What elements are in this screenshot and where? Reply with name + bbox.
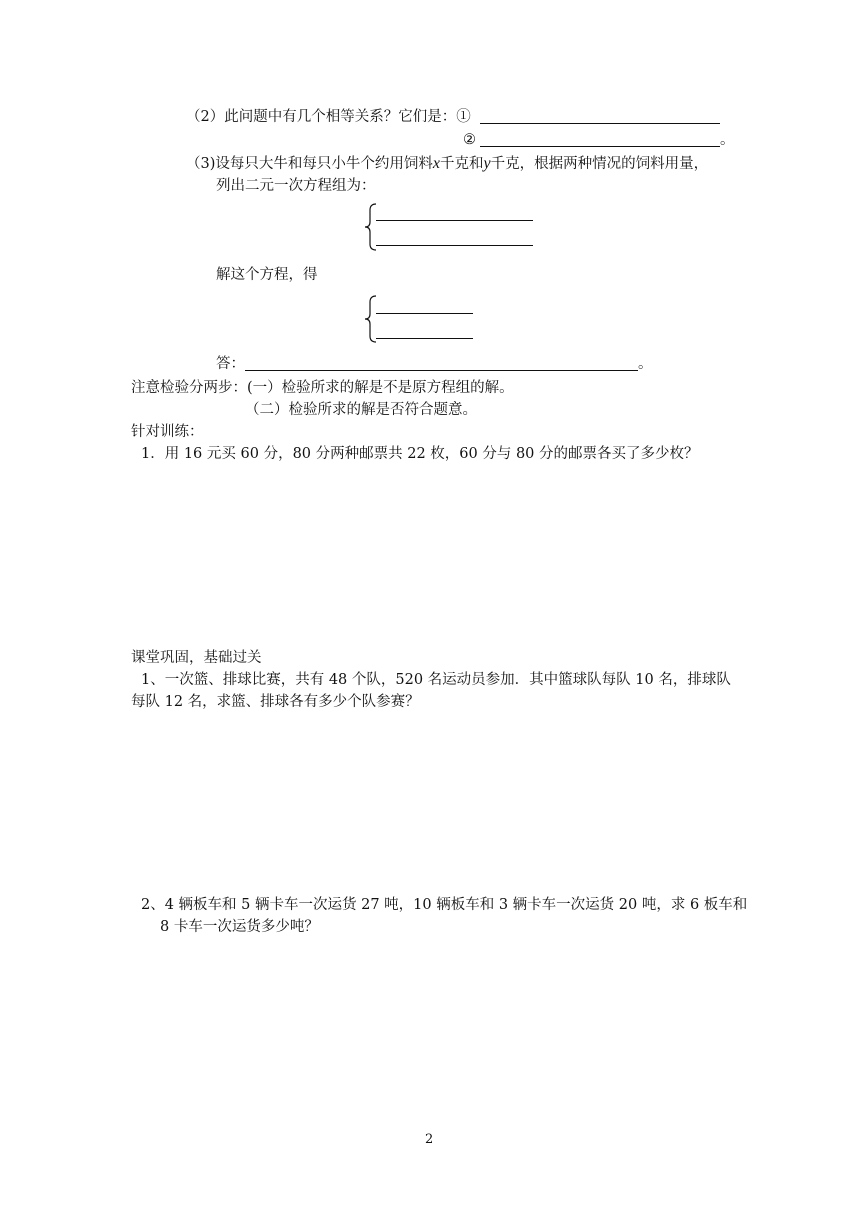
q3-part1: （3)设每只大牛和每只小牛个约用饲料: [186, 156, 433, 172]
q3-part3: 千克，根据两种情况的饲料用量，: [490, 156, 709, 172]
equation-system-brace: [364, 203, 378, 251]
q2-marker-2: ②: [463, 132, 476, 148]
solution-blank-2[interactable]: [376, 338, 473, 339]
var-x: x: [432, 155, 440, 172]
answer-end-mark: 。: [638, 356, 653, 372]
note-line-1: 注意检验分两步：(一）检验所求的解是不是原方程组的解。: [131, 380, 514, 396]
problem-2-line-1: 2、4 辆板车和 5 辆卡车一次运货 27 吨，10 辆板车和 3 辆卡车一次运货 20 吨，求 6 板车和: [141, 897, 748, 913]
training-problem-1: 1．用 16 元买 60 分，80 分两种邮票共 22 枚，60 分与 80 分的邮票各买了多少枚？: [141, 446, 699, 462]
problem-1-line-1: 1、一次篮、排球比赛，共有 48 个队，520 名运动员参加．其中篮球队每队 10 名，排球队: [141, 672, 731, 688]
q3-line-2: 列出二元一次方程组为：: [216, 178, 376, 194]
q2-text: （2）此问题中有几个相等关系？它们是：①: [186, 109, 471, 125]
solution-blank-1[interactable]: [376, 313, 473, 314]
solution-brace: [364, 295, 378, 343]
q2-blank-2[interactable]: [480, 146, 720, 147]
consolidation-heading: 课堂巩固，基础过关: [131, 650, 262, 666]
problem-2-line-2: 8 卡车一次运货多少吨？: [160, 919, 319, 935]
equation-blank-1[interactable]: [376, 220, 533, 221]
equation-blank-2[interactable]: [376, 245, 533, 246]
training-heading: 针对训练：: [131, 424, 204, 440]
problem-1-line-2: 每队 12 名，求篮、排球各有多少个队参赛？: [131, 694, 420, 710]
var-y: y: [483, 155, 491, 172]
q2-end-mark: 。: [720, 132, 735, 148]
q2-blank-1[interactable]: [480, 123, 720, 124]
answer-blank[interactable]: [245, 370, 638, 371]
answer-label: 答：: [216, 356, 245, 372]
q3-line-1: [186, 155, 708, 173]
page-number: 2: [425, 1132, 434, 1147]
q3-part2: 千克和: [440, 156, 484, 172]
q3-solve: 解这个方程，得: [216, 267, 318, 283]
note-line-2: （二）检验所求的解是否符合题意。: [245, 402, 477, 418]
